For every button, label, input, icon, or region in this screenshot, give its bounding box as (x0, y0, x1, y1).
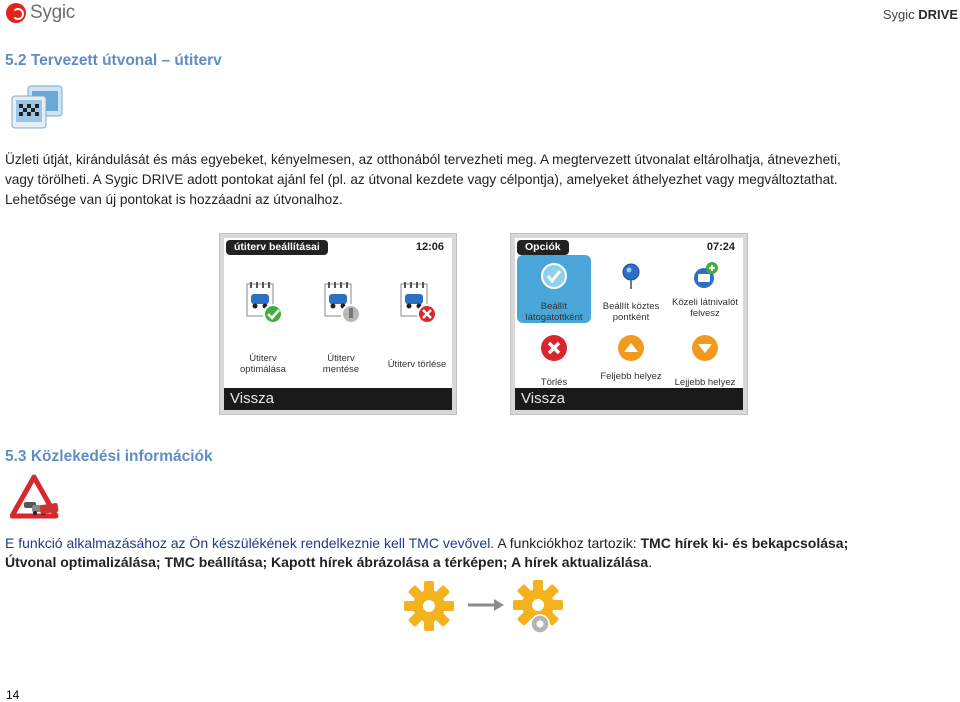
tile-label: Törlés (540, 377, 568, 388)
options-screenshot (510, 233, 748, 415)
itinerary-settings-screenshot (219, 233, 457, 415)
section-heading-traffic: 5.3 Közlekedési információk (5, 448, 213, 465)
route-optimize-tile (234, 280, 292, 375)
sygic-logo-icon (6, 3, 26, 23)
tile-label: Beállít köztes pontként (602, 301, 660, 323)
itinerary-icon (10, 84, 64, 130)
product-brand (883, 7, 958, 22)
pin-icon (595, 262, 667, 293)
section-paragraph (5, 150, 960, 210)
move-up-tile (595, 334, 667, 382)
mark-visited-tile (517, 262, 591, 323)
tile-label: Beállít látogatottként (525, 301, 583, 323)
paragraph-line: vagy törölheti. A Sygic DRIVE adott pontokat ajánl fel (pl. az útvonal kezdete vagy célpontja), amelyeket áthelyezhet vagy megváltoztathat. (5, 172, 838, 187)
route-optimize-icon (234, 280, 292, 329)
screen-clock: 07:24 (706, 241, 735, 253)
arrow-up-icon (595, 334, 667, 365)
brand-product: DRIVE (918, 7, 958, 22)
tile-label: Közeli látnivalót felvesz (671, 297, 738, 319)
screen-title: Opciók (517, 240, 569, 255)
paragraph-line: Lehetősége van új pontokat is hozzáadni az útvonalhoz. (5, 192, 343, 207)
paragraph-text: . (648, 554, 653, 570)
route-delete-tile (384, 280, 450, 370)
route-delete-icon (384, 280, 450, 329)
paragraph-line: Üzleti útját, kirándulását és más egyebeket, kényelmesen, az otthonából tervezheti meg. A megtervezett útvonalat eltárolhatja, átnevezheti, (5, 152, 841, 167)
back-button: Vissza (515, 388, 743, 410)
page-number: 14 (6, 688, 20, 702)
move-down-tile (669, 334, 741, 388)
feature-list: TMC hírek ki- és bekapcsolása; (640, 535, 849, 551)
traffic-paragraph (5, 534, 960, 572)
arrow-down-icon (669, 334, 741, 365)
gear-icon (402, 578, 456, 634)
tmc-requirement: E funkció alkalmazásához az Ön készülékének rendelkeznie kell TMC vevővel. (5, 535, 495, 551)
screen-clock: 12:06 (415, 241, 444, 253)
add-nearby-poi-tile (669, 262, 741, 319)
route-save-tile (312, 280, 370, 375)
tile-label: Útiterv törlése (387, 359, 447, 370)
set-waypoint-tile (595, 262, 667, 323)
feature-list: Útvonal optimalizálása; TMC beállítása; Kapott hírek ábrázolása a térképen; A hírek aktualizálása (5, 554, 649, 570)
back-button: Vissza (224, 388, 452, 410)
section-heading-itinerary: 5.2 Tervezett útvonal – útiterv (5, 52, 222, 69)
paragraph-line (5, 534, 960, 553)
poi-add-icon (669, 262, 741, 293)
tile-label: Útiterv optimálása (240, 353, 286, 375)
delete-tile (517, 334, 591, 388)
delete-icon (517, 334, 591, 365)
tile-label: Feljebb helyez (600, 371, 662, 382)
sygic-logo (6, 2, 75, 24)
screen-title: útiterv beállításai (226, 240, 328, 255)
brand-name: Sygic (882, 7, 915, 22)
paragraph-line (5, 553, 960, 572)
tile-label: Lejjebb helyez (674, 377, 736, 388)
traffic-warning-icon (10, 474, 62, 522)
tile-label: Útiterv mentése (322, 353, 360, 375)
logo-text: Sygic (30, 2, 75, 23)
paragraph-text: A funkciókhoz tartozik: (494, 535, 641, 551)
gear-settings-icon (510, 578, 566, 636)
route-save-icon (312, 280, 370, 329)
arrow-right-icon (466, 598, 506, 612)
checkmark-icon (517, 262, 591, 293)
